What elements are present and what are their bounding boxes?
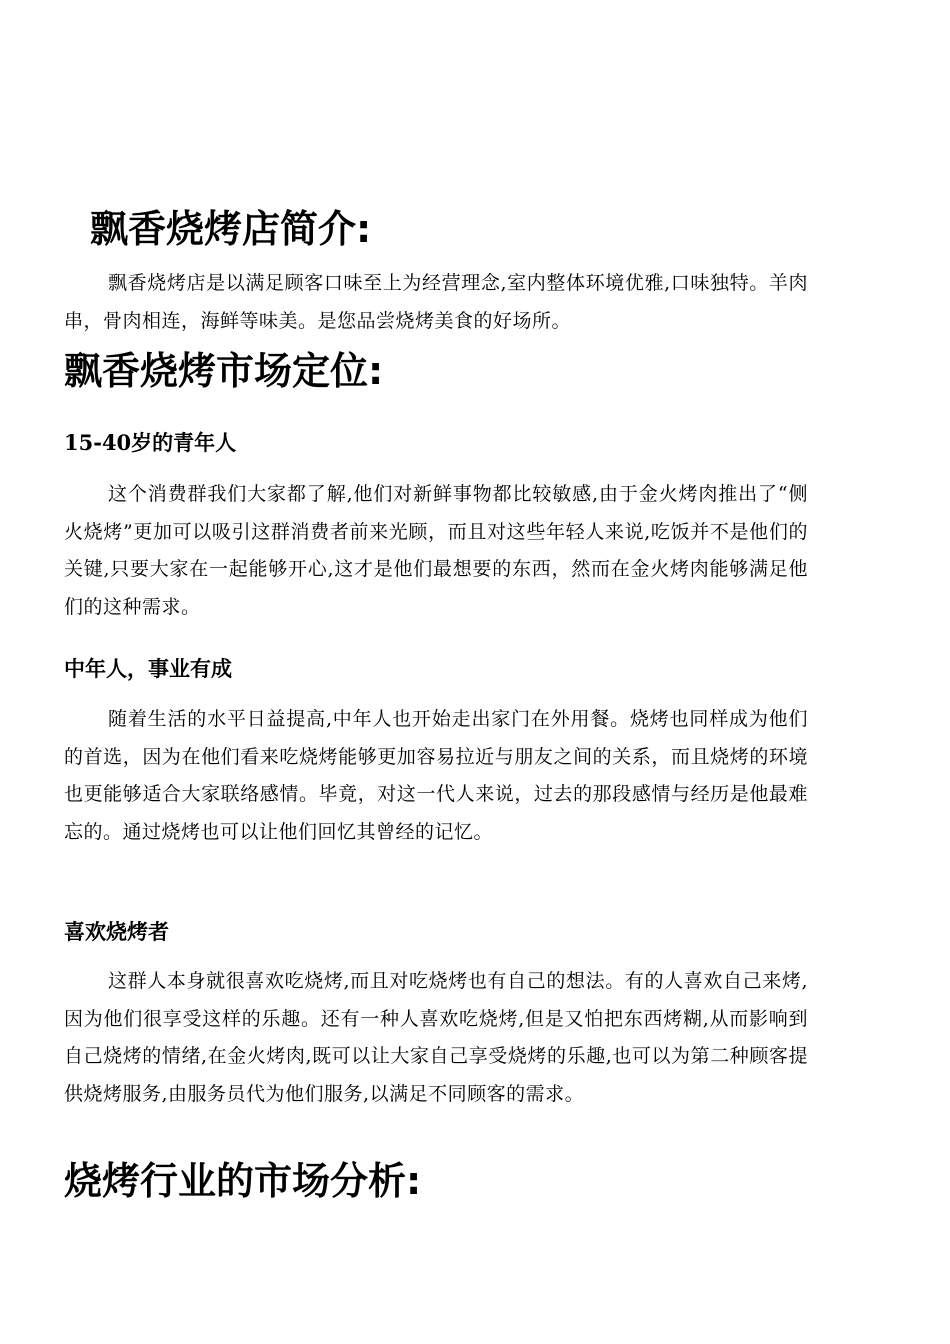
group-title-middle-aged: 中年人，事业有成: [64, 656, 232, 681]
group-title-youth: 15-40岁的青年人: [64, 430, 237, 455]
group-paragraph-middle-aged: 随着生活的水平日益提高,中年人也开始走出家门在外用餐。烧烤也同样成为他们的首选，因为在他们看来吃烧烤能够更加容易拉近与朋友之间的关系，而且烧烤的环境也更能够适合大家联络感情。毕竟，对这一代人来说，过去的那段感情与经历是他最难忘的。通过烧烤也可以让他们回忆其曾经的记忆。: [64, 708, 808, 843]
group-title-bbq-lovers: 喜欢烧烤者: [64, 919, 169, 944]
positioning-heading: 飘香烧烤市场定位:: [64, 349, 384, 393]
group-paragraph-bbq-lovers: 这群人本身就很喜欢吃烧烤,而且对吃烧烤也有自己的想法。有的人喜欢自己来烤,因为他们很享受这样的乐趣。还有一种人喜欢吃烧烤,但是又怕把东西烤糊,从而影响到自己烧烤的情绪,在金火烤肉,既可以让大家自己享受烧烤的乐趣,也可以为第二种顾客提供烧烤服务,由服务员代为他们服务,以满足不同顾客的需求。: [64, 970, 808, 1105]
intro-heading: 飘香烧烤店简介:: [90, 207, 372, 251]
group-paragraph-youth: 这个消费群我们大家都了解,他们对新鲜事物都比较敏感,由于金火烤肉推出了“侧火烧烤”更加可以吸引这群消费者前来光顾，而且对这些年轻人来说,吃饭并不是他们的关键,只要大家在一起能够开心,这才是他们最想要的东西，然而在金火烤肉能够满足他们的这种需求。: [64, 483, 808, 618]
analysis-heading: 烧烤行业的市场分析:: [64, 1159, 422, 1203]
intro-paragraph: 飘香烧烤店是以满足顾客口味至上为经营理念,室内整体环境优雅,口味独特。羊肉串，骨肉相连，海鲜等味美。是您品尝烧烤美食的好场所。: [64, 272, 808, 332]
